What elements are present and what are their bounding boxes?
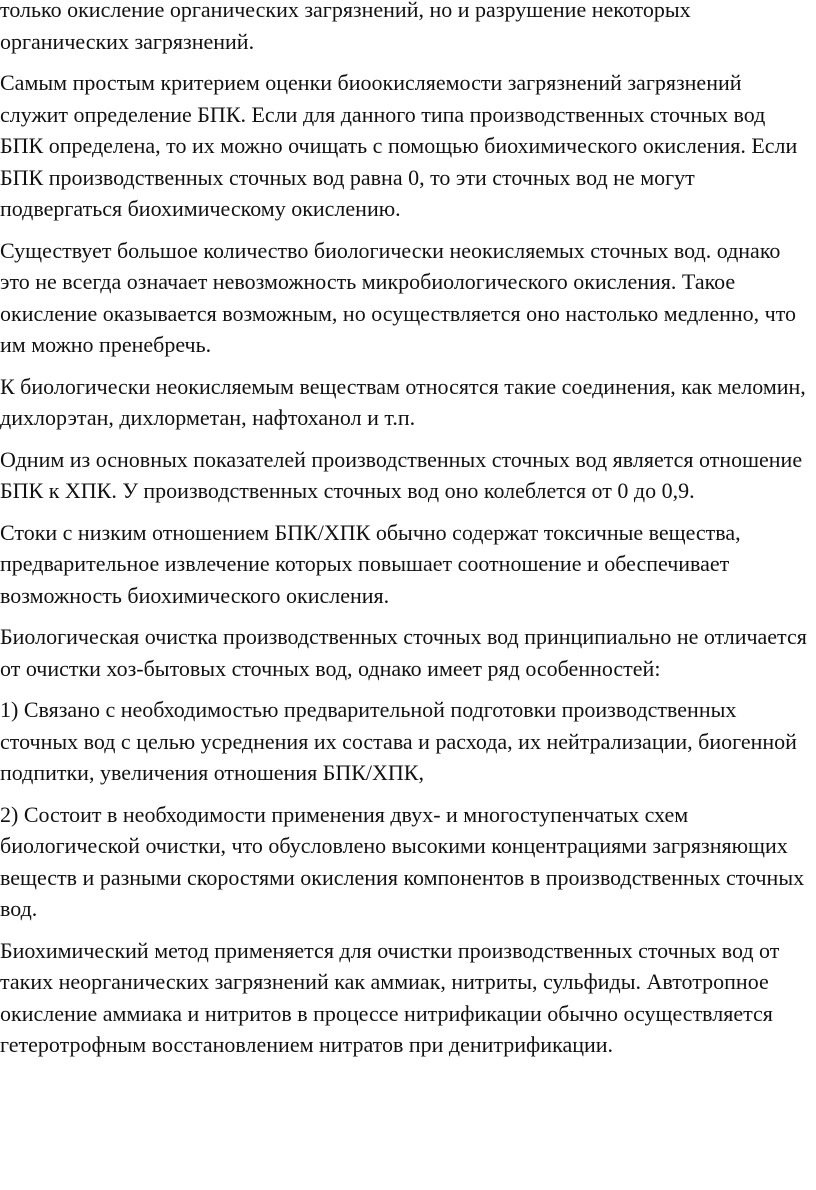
paragraph: Стоки с низким отношением БПК/ХПК обычно содержат токсичные вещества, предварительное извлечение которых повышает соотношение и обеспечивает возможность биохимического окисления. xyxy=(0,519,741,608)
paragraph: Самым простым критерием оценки биоокисляемости загрязнений загрязнений служит определение БПК. Если для данного типа производственных сточных вод БПК определена, то их можно очищать с помощью биохимического окисления. Если БПК производственных сточных вод равна 0, то эти сточных вод не могут подвергаться биохимическому окислению. xyxy=(0,70,798,221)
paragraph: Биохимический метод применяется для очистки производственных сточных вод от таких неорганических загрязнений как аммиак, нитриты, сульфиды. Автотропное окисление аммиака и нитритов в процессе нитрификации обычно осуществляется гетеротрофным восстановлением нитратов при денитрификации. xyxy=(0,937,780,1057)
list-item-paragraph: 1) Связано с необходимостью предварительной подготовки производственных сточных вод с целью усреднения их состава и расхода, их нейтрализации, биогенной подпитки, увеличения отношения БПК/ХПК, xyxy=(0,697,797,785)
paragraph: Одним из основных показателей производственных сточных вод является отношение БПК к ХПК. У производственных сточных вод оно колеблется от 0 до 0,9. xyxy=(0,446,803,503)
paragraph: Биологическая очистка производственных сточных вод принципиально не отличается от очистки хоз-бытовых сточных вод, однако имеет ряд особенностей: xyxy=(0,624,807,681)
paragraph: К биологически неокисляемым веществам относятся такие соединения, как меломин, дихлорэтан, дихлорметан, нафтоханол и т.п. xyxy=(0,373,806,430)
paragraph: только окисление органических загрязнений, но и разрушение некоторых органических загрязнений. xyxy=(0,0,691,54)
paragraph: Существует большое количество биологически неокисляемых сточных вод. однако это не всегда означает невозможность микробиологического окисления. Такое окисление оказывается возможным, но осуществляется оно настолько медленно, что им можно пренебречь. xyxy=(0,237,797,357)
list-item-paragraph: 2) Состоит в необходимости применения двух- и многоступенчатых схем биологической очистки, что обусловлено высокими концентрациями загрязняющих веществ и разными скоростями окисления компонентов в производственных сточных вод. xyxy=(0,801,805,921)
